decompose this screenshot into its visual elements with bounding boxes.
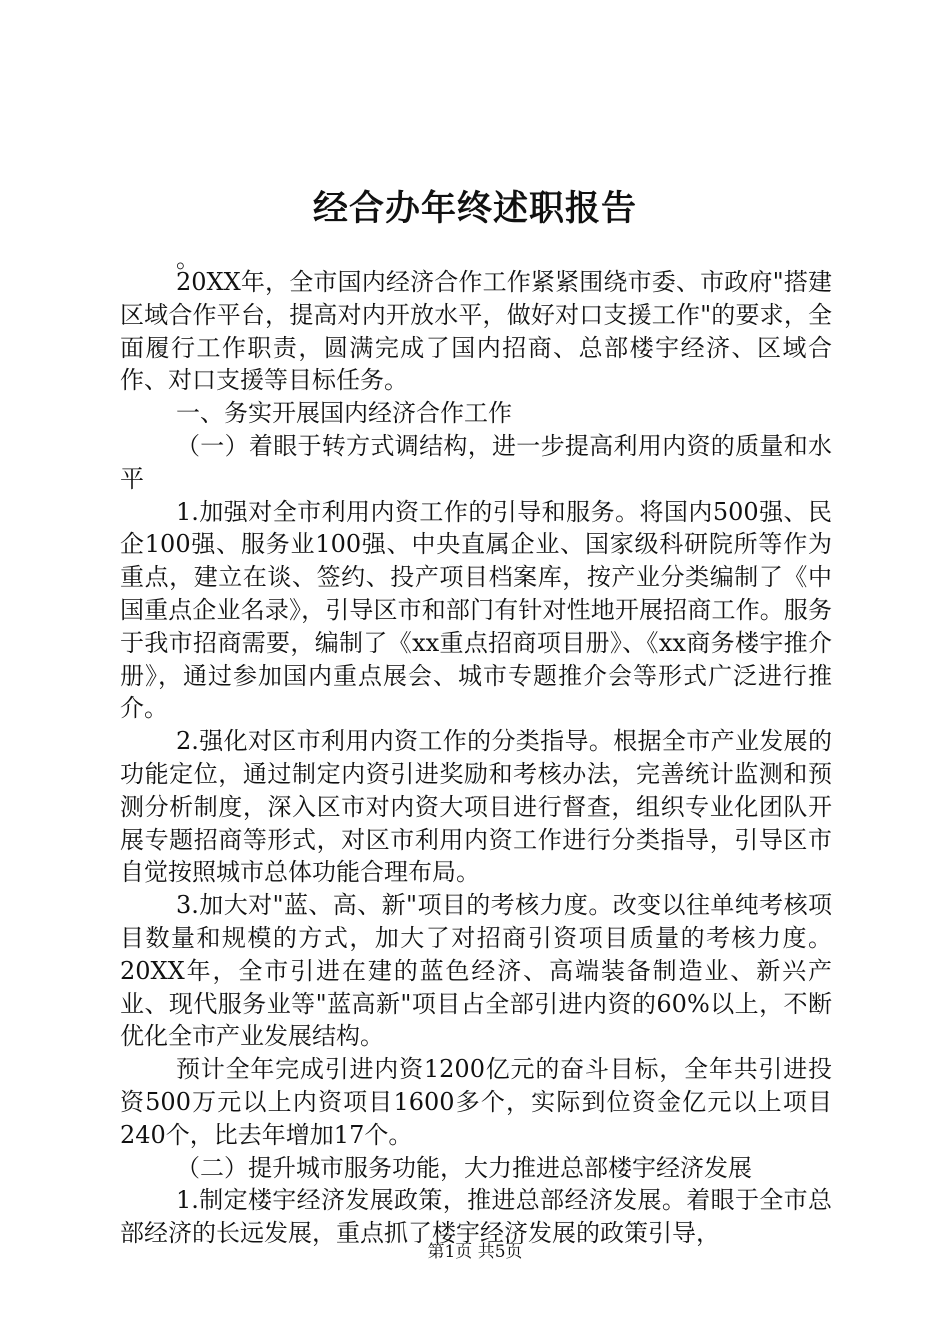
page-footer: 第1页 共5页 [427,1242,523,1262]
paragraph-item-2: 2.强化对区市利用内资工作的分类指导。根据全市产业发展的功能定位，通过制定内资引进奖励和考核办法，完善统计监测和预测分析制度，深入区市对内资大项目进行督查，组织专业化团队开展专题招商等形式，对区市利用内资工作进行分类指导，引导区市自觉按照城市总体功能合理布局。 [120,727,832,887]
paragraph-item-4: 1.制定楼宇经济发展政策，推进总部经济发展。着眼于全市总部经济的长远发展，重点抓了楼宇经济发展的政策引导， [120,1186,832,1248]
paragraph-summary: 预计全年完成引进内资1200亿元的奋斗目标，全年共引进投资500万元以上内资项目1600多个，实际到位资金亿元以上项目240个，比去年增加17个。 [120,1055,832,1149]
document-body [120,266,832,1250]
document-title: 经合办年终述职报告 [312,188,637,229]
lead-mark: 。 [176,245,200,273]
paragraph-intro: 20XX年，全市国内经济合作工作紧紧围绕市委、市政府"搭建区域合作平台，提高对内开放水平，做好对口支援工作"的要求，全面履行工作职责，圆满完成了国内招商、总部楼宇经济、区域合作、对口支援等目标任务。 [120,268,832,395]
subsection-heading-1: （一）着眼于转方式调结构，进一步提高利用内资的质量和水平 [120,431,832,493]
paragraph-item-1: 1.加强对全市利用内资工作的引导和服务。将国内500强、民企100强、服务业100强、中央直属企业、国家级科研院所等作为重点，建立在谈、签约、投产项目档案库，按产业分类编制了《中国重点企业名录》，引导区市和部门有针对性地开展招商工作。服务于我市招商需要，编制了《xx重点招商项目册》、《xx商务楼宇推介册》，通过参加国内重点展会、城市专题推介会等形式广泛进行推介。 [120,497,832,723]
paragraph-item-3: 3.加大对"蓝、高、新"项目的考核力度。改变以往单纯考核项目数量和规模的方式，加大了对招商引资项目质量的考核力度。20XX年，全市引进在建的蓝色经济、高端装备制造业、新兴产业、现代服务业等"蓝高新"项目占全部引进内资的60%以上，不断优化全市产业发展结构。 [120,891,832,1051]
section-heading-1: 一、务实开展国内经济合作工作 [176,399,512,428]
subsection-heading-2: （二）提升城市服务功能，大力推进总部楼宇经济发展 [176,1153,752,1182]
